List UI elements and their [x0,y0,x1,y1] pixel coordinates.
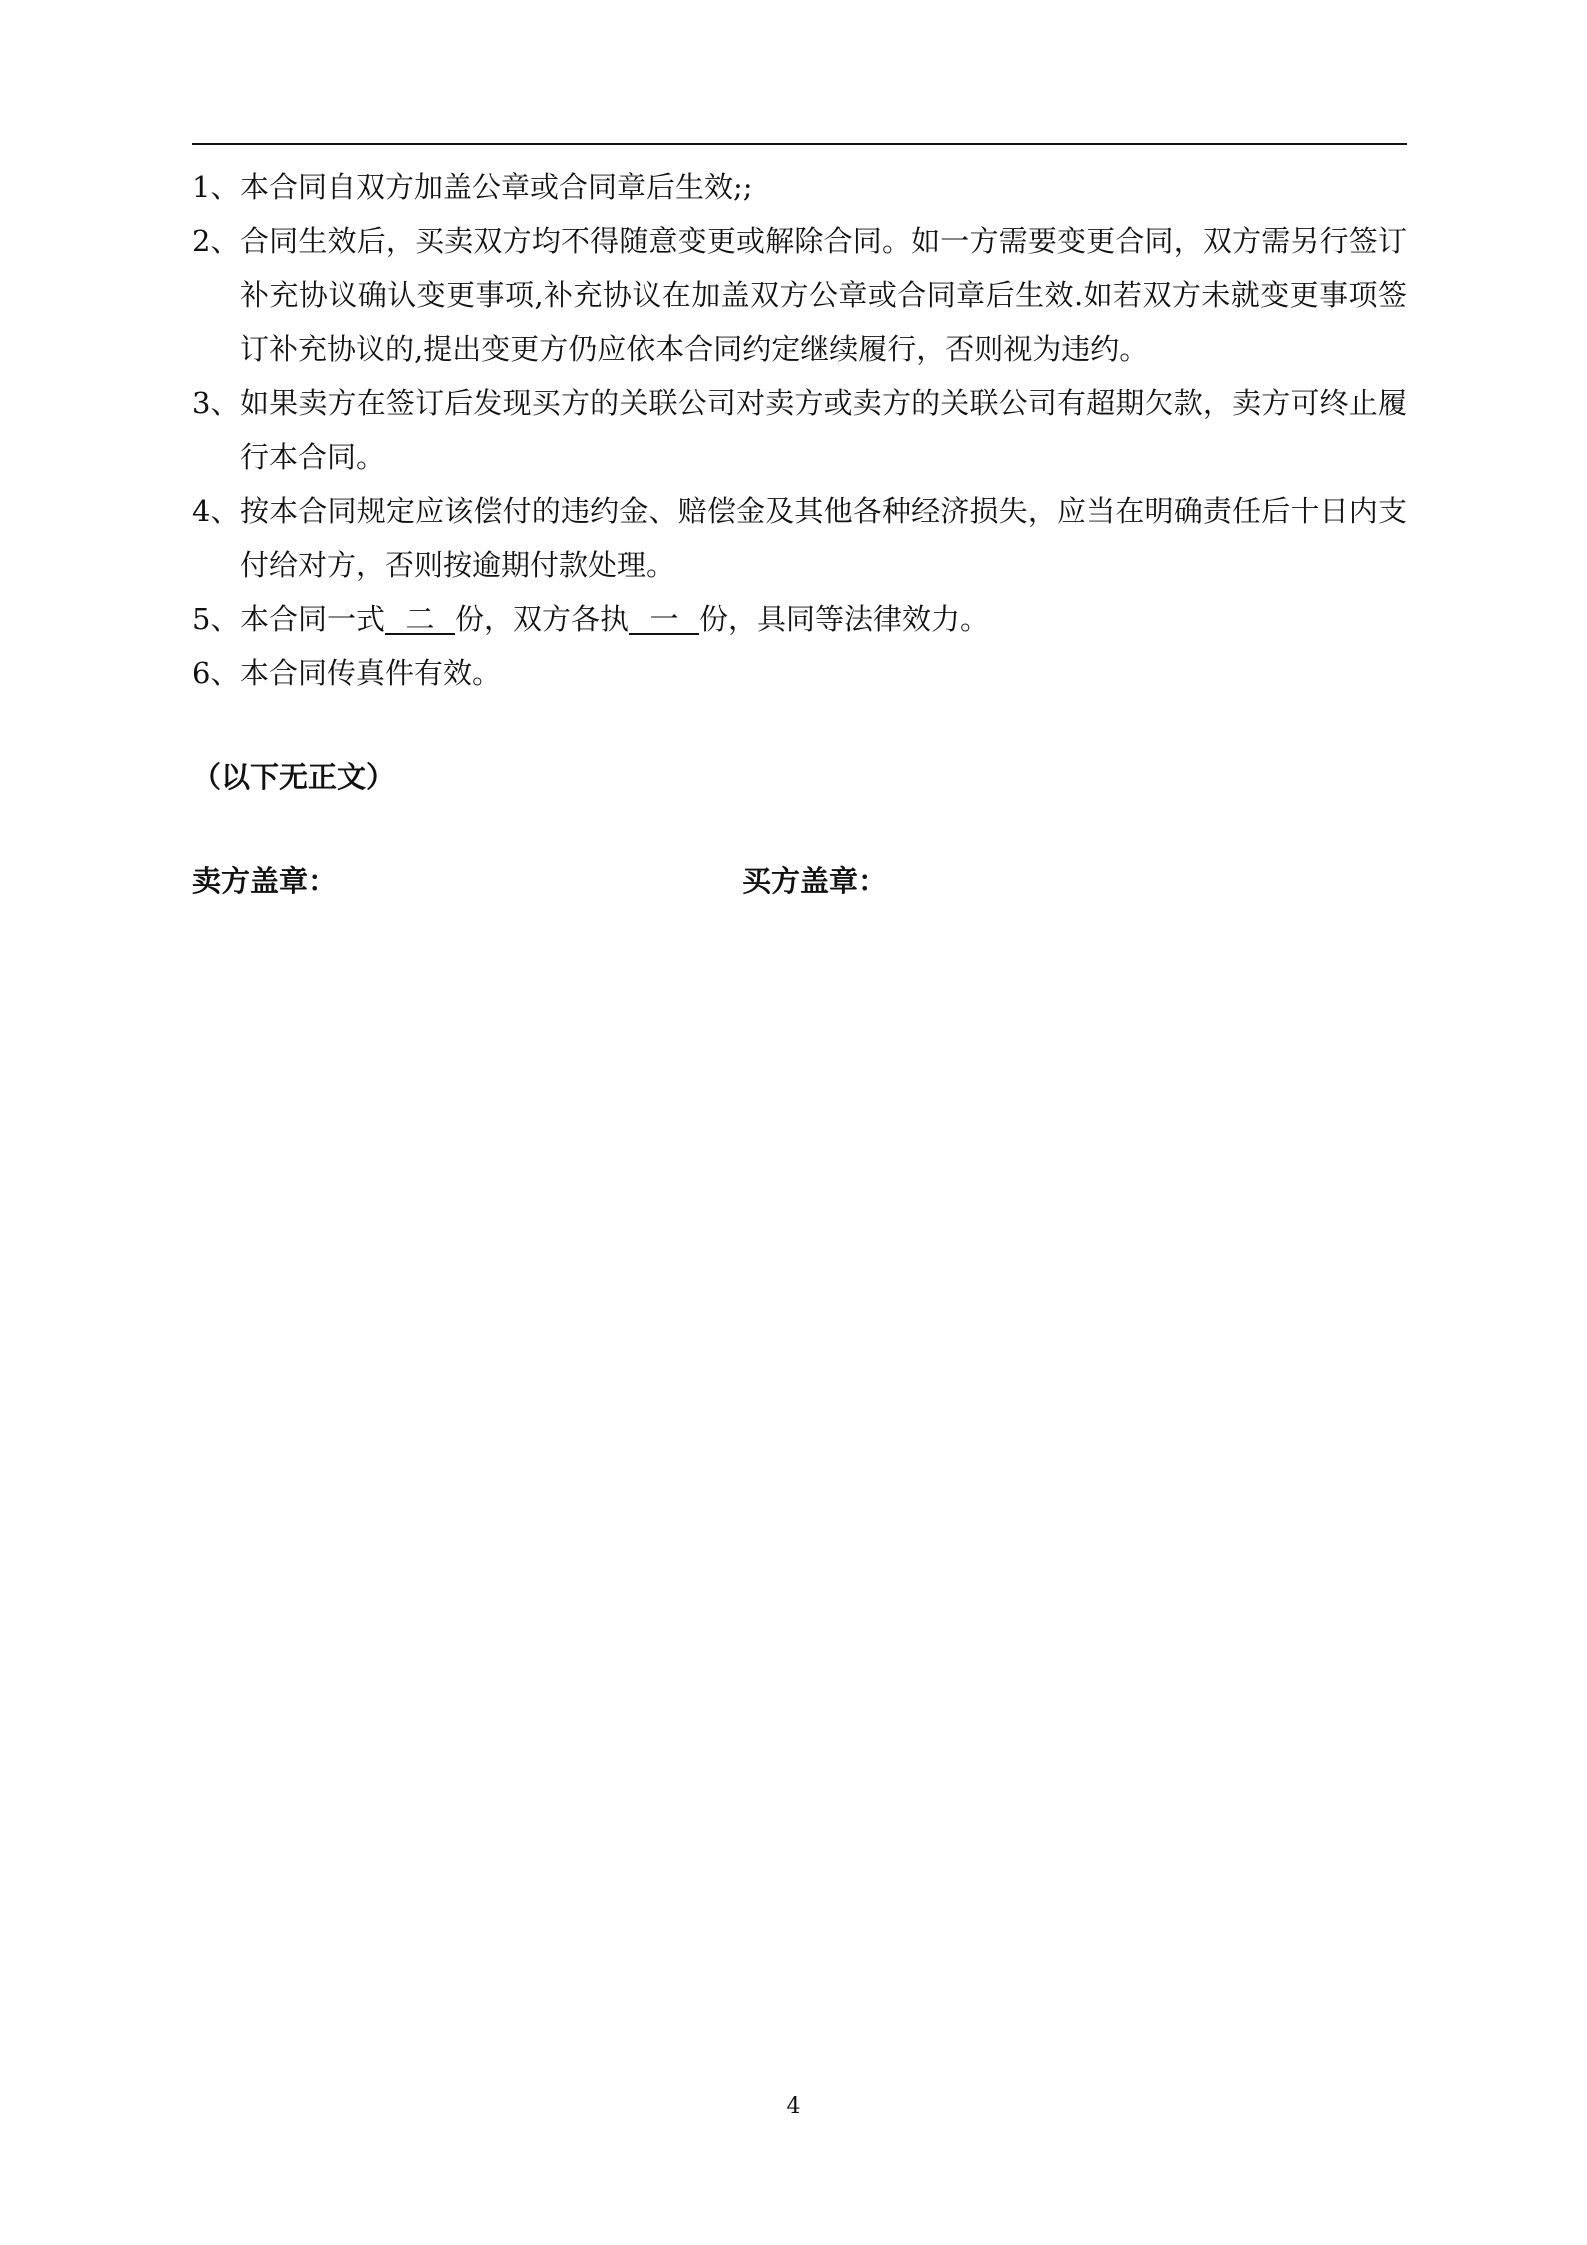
page-number: 4 [786,2094,801,2119]
end-of-text-note: （以下无正文） [192,760,396,794]
clause-text [240,592,1407,646]
seller-seal-label: 卖方盖章： [192,864,338,898]
clause-2 [192,214,1407,376]
clause-number: 2、 [192,224,240,258]
clause-5-part3: 份，具同等法律效力。 [699,602,990,636]
clause-5-part1: 本合同一式 [240,602,386,636]
copies-total-blank: 二 [385,605,455,635]
clause-number: 5、 [192,602,240,636]
clause-text: 合同生效后，买卖双方均不得随意变更或解除合同。如一方需要变更合同，双方需另行签订补充协议确认变更事项,补充协议在加盖双方公章或合同章后生效.如若双方未就变更事项签订补充协议的,提出变更方仍应依本合同约定继续履行，否则视为违约。 [240,224,1407,366]
header-rule [192,143,1407,145]
clause-text: 按本合同规定应该偿付的违约金、赔偿金及其他各种经济损失，应当在明确责任后十日内支付给对方，否则按逾期付款处理。 [240,494,1407,582]
clause-text: 本合同自双方加盖公章或合同章后生效;; [240,170,753,204]
clause-4 [192,484,1407,592]
clause-1 [192,160,1407,214]
clause-text: 如果卖方在签订后发现买方的关联公司对卖方或卖方的关联公司有超期欠款，卖方可终止履行本合同。 [240,386,1407,474]
clause-5 [192,592,1407,646]
copies-each-blank: 一 [629,605,699,635]
clause-number: 6、 [192,656,240,690]
clause-number: 4、 [192,494,240,528]
clause-3 [192,376,1407,484]
clause-number: 3、 [192,386,240,420]
clause-text: 本合同传真件有效。 [240,656,502,690]
clause-number: 1、 [192,170,240,204]
signature-row [192,854,1407,908]
buyer-seal-label: 买方盖章： [742,864,888,898]
clause-list [192,160,1407,700]
clause-5-part2: 份，双方各执 [455,602,630,636]
clause-6 [192,646,1407,700]
